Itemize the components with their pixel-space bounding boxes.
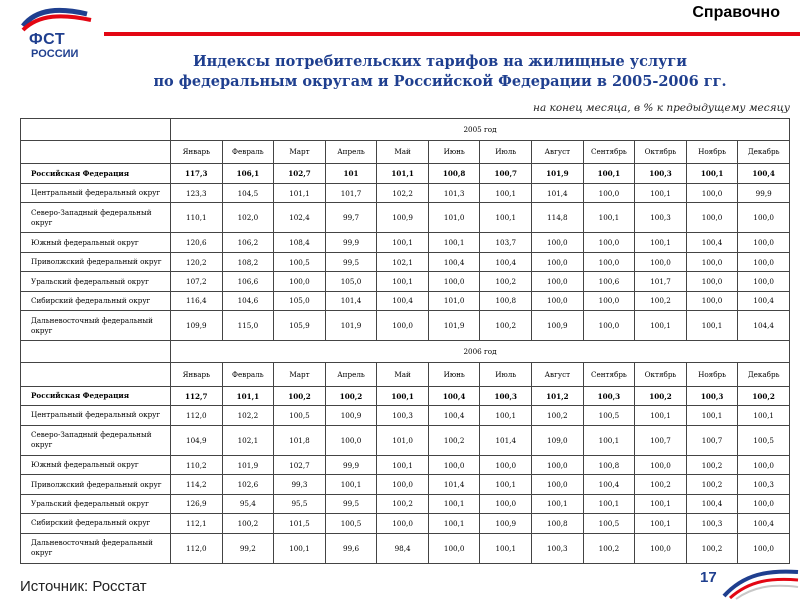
value-cell: 120,2 — [171, 252, 223, 271]
value-cell: 100,7 — [686, 425, 738, 455]
value-cell: 102,2 — [377, 183, 429, 202]
swoosh-icon — [720, 560, 800, 600]
value-cell: 101,4 — [532, 183, 584, 202]
value-cell: 100,0 — [738, 533, 790, 563]
value-cell: 101,1 — [222, 386, 274, 405]
value-cell: 100,5 — [583, 406, 635, 425]
month-header: Июнь — [428, 363, 480, 387]
page-number: 17 — [700, 569, 717, 586]
region-name: Сибирский федеральный округ — [21, 291, 171, 310]
month-header: Декабрь — [738, 363, 790, 387]
table-row — [21, 291, 790, 310]
value-cell: 99,7 — [325, 203, 377, 233]
month-header: Апрель — [325, 363, 377, 387]
value-cell: 100,0 — [480, 494, 532, 513]
value-cell: 100,1 — [635, 406, 687, 425]
region-name: Северо-Западный федеральный округ — [21, 425, 171, 455]
month-header: Июнь — [428, 140, 480, 164]
value-cell: 100,1 — [480, 183, 532, 202]
value-cell: 100,1 — [635, 183, 687, 202]
value-cell: 108,4 — [274, 233, 326, 252]
month-header: Сентябрь — [583, 140, 635, 164]
value-cell: 100,1 — [532, 494, 584, 513]
value-cell: 106,1 — [222, 164, 274, 183]
value-cell: 100,2 — [428, 425, 480, 455]
value-cell: 106,6 — [222, 272, 274, 291]
logo-name: ФСТ — [29, 31, 66, 48]
value-cell: 100,8 — [428, 164, 480, 183]
value-cell: 101 — [325, 164, 377, 183]
logo-subname: РОССИИ — [31, 48, 79, 60]
value-cell: 100,0 — [686, 203, 738, 233]
value-cell: 100,1 — [480, 475, 532, 494]
flag-stripes-icon — [17, 4, 99, 34]
value-cell: 100,1 — [428, 494, 480, 513]
value-cell: 123,3 — [171, 183, 223, 202]
month-header: Май — [377, 363, 429, 387]
value-cell: 99,9 — [325, 233, 377, 252]
value-cell: 100,0 — [738, 203, 790, 233]
value-cell: 100,8 — [532, 514, 584, 533]
value-cell: 115,0 — [222, 311, 274, 341]
value-cell: 95,5 — [274, 494, 326, 513]
value-cell: 100,4 — [738, 514, 790, 533]
value-cell: 103,7 — [480, 233, 532, 252]
value-cell: 100,1 — [325, 475, 377, 494]
table-row — [21, 272, 790, 291]
value-cell: 101,4 — [325, 291, 377, 310]
value-cell: 102,7 — [274, 164, 326, 183]
value-cell: 101,9 — [532, 164, 584, 183]
value-cell: 100,1 — [738, 406, 790, 425]
value-cell: 101,1 — [274, 183, 326, 202]
table-row — [21, 203, 790, 233]
value-cell: 100,4 — [428, 406, 480, 425]
blank-cell — [21, 119, 171, 141]
value-cell: 112,0 — [171, 406, 223, 425]
value-cell: 100,0 — [583, 252, 635, 271]
value-cell: 101,9 — [428, 311, 480, 341]
value-cell: 109,0 — [532, 425, 584, 455]
value-cell: 100,5 — [325, 514, 377, 533]
value-cell: 99,2 — [222, 533, 274, 563]
value-cell: 110,1 — [171, 203, 223, 233]
month-header: Декабрь — [738, 140, 790, 164]
value-cell: 100,0 — [583, 311, 635, 341]
year-header-row — [21, 119, 790, 141]
value-cell: 99,9 — [325, 455, 377, 474]
value-cell: 102,6 — [222, 475, 274, 494]
table-row — [21, 425, 790, 455]
value-cell: 100,4 — [583, 475, 635, 494]
value-cell: 100,1 — [583, 425, 635, 455]
value-cell: 100,0 — [532, 233, 584, 252]
blank-cell — [21, 363, 171, 387]
value-cell: 100,2 — [274, 386, 326, 405]
value-cell: 100,9 — [480, 514, 532, 533]
value-cell: 100,2 — [222, 514, 274, 533]
value-cell: 100,0 — [686, 183, 738, 202]
month-header: Март — [274, 140, 326, 164]
value-cell: 100,4 — [686, 494, 738, 513]
value-cell: 100,4 — [738, 164, 790, 183]
month-header: Февраль — [222, 140, 274, 164]
value-cell: 99,5 — [325, 494, 377, 513]
value-cell: 101,5 — [274, 514, 326, 533]
value-cell: 100,5 — [583, 514, 635, 533]
table-row — [21, 386, 790, 405]
section-label: Справочно — [692, 4, 780, 21]
value-cell: 100,2 — [635, 475, 687, 494]
fst-logo — [17, 4, 99, 70]
value-cell: 100,0 — [686, 291, 738, 310]
value-cell: 100,9 — [532, 311, 584, 341]
region-name: Дальневосточный федеральный округ — [21, 533, 171, 563]
month-header: Январь — [171, 140, 223, 164]
value-cell: 100,0 — [635, 252, 687, 271]
value-cell: 100,0 — [325, 425, 377, 455]
tariff-index-table — [20, 118, 790, 564]
value-cell: 101,9 — [325, 311, 377, 341]
value-cell: 100,3 — [686, 386, 738, 405]
value-cell: 100,2 — [377, 494, 429, 513]
value-cell: 105,0 — [325, 272, 377, 291]
region-name: Приволжский федеральный округ — [21, 252, 171, 271]
value-cell: 100,0 — [532, 291, 584, 310]
value-cell: 112,0 — [171, 533, 223, 563]
value-cell: 102,0 — [222, 203, 274, 233]
value-cell: 106,2 — [222, 233, 274, 252]
month-header: Март — [274, 363, 326, 387]
value-cell: 100,1 — [428, 514, 480, 533]
month-header: Ноябрь — [686, 140, 738, 164]
value-cell: 101,7 — [325, 183, 377, 202]
month-header-row — [21, 140, 790, 164]
value-cell: 100,2 — [532, 406, 584, 425]
value-cell: 105,9 — [274, 311, 326, 341]
value-cell: 100,8 — [583, 455, 635, 474]
region-name: Северо-Западный федеральный округ — [21, 203, 171, 233]
value-cell: 100,1 — [583, 494, 635, 513]
table-row — [21, 475, 790, 494]
value-cell: 100,1 — [480, 203, 532, 233]
value-cell: 101,0 — [428, 291, 480, 310]
value-cell: 101,7 — [635, 272, 687, 291]
month-header-row — [21, 363, 790, 387]
value-cell: 114,8 — [532, 203, 584, 233]
value-cell: 126,9 — [171, 494, 223, 513]
value-cell: 100,2 — [686, 533, 738, 563]
value-cell: 100,8 — [480, 291, 532, 310]
region-name: Уральский федеральный округ — [21, 494, 171, 513]
value-cell: 100,0 — [377, 514, 429, 533]
value-cell: 100,1 — [377, 233, 429, 252]
value-cell: 102,1 — [222, 425, 274, 455]
region-name: Приволжский федеральный округ — [21, 475, 171, 494]
value-cell: 100,0 — [686, 272, 738, 291]
region-name: Южный федеральный округ — [21, 455, 171, 474]
value-cell: 100,0 — [532, 272, 584, 291]
value-cell: 100,9 — [325, 406, 377, 425]
value-cell: 101,0 — [428, 203, 480, 233]
value-cell: 100,0 — [428, 533, 480, 563]
value-cell: 100,2 — [635, 386, 687, 405]
value-cell: 100,2 — [480, 272, 532, 291]
table-row — [21, 494, 790, 513]
value-cell: 116,4 — [171, 291, 223, 310]
region-name: Дальневосточный федеральный округ — [21, 311, 171, 341]
value-cell: 100,1 — [583, 164, 635, 183]
table-row — [21, 183, 790, 202]
month-header: Сентябрь — [583, 363, 635, 387]
region-name: Южный федеральный округ — [21, 233, 171, 252]
value-cell: 114,2 — [171, 475, 223, 494]
month-header: Январь — [171, 363, 223, 387]
value-cell: 100,2 — [686, 475, 738, 494]
value-cell: 100,2 — [583, 533, 635, 563]
value-cell: 112,7 — [171, 386, 223, 405]
value-cell: 100,0 — [274, 272, 326, 291]
value-cell: 101,3 — [428, 183, 480, 202]
table-row — [21, 164, 790, 183]
table-row — [21, 533, 790, 563]
value-cell: 100,1 — [686, 164, 738, 183]
value-cell: 100,0 — [480, 455, 532, 474]
value-cell: 100,5 — [738, 425, 790, 455]
value-cell: 100,0 — [635, 455, 687, 474]
region-name: Центральный федеральный округ — [21, 406, 171, 425]
value-cell: 100,1 — [377, 386, 429, 405]
value-cell: 100,3 — [480, 386, 532, 405]
value-cell: 100,1 — [583, 203, 635, 233]
table-row — [21, 514, 790, 533]
header-divider — [104, 32, 800, 36]
value-cell: 100,3 — [738, 475, 790, 494]
month-header: Август — [532, 140, 584, 164]
value-cell: 100,1 — [635, 233, 687, 252]
value-cell: 100,4 — [480, 252, 532, 271]
table-row — [21, 252, 790, 271]
value-cell: 104,4 — [738, 311, 790, 341]
value-cell: 98,4 — [377, 533, 429, 563]
value-cell: 101,4 — [428, 475, 480, 494]
table-row — [21, 311, 790, 341]
source-note: Источник: Росстат — [20, 578, 147, 595]
value-cell: 100,1 — [428, 233, 480, 252]
value-cell: 100,2 — [738, 386, 790, 405]
value-cell: 112,1 — [171, 514, 223, 533]
value-cell: 100,3 — [377, 406, 429, 425]
value-cell: 100,3 — [583, 386, 635, 405]
value-cell: 100,1 — [635, 494, 687, 513]
value-cell: 100,1 — [635, 311, 687, 341]
month-header: Ноябрь — [686, 363, 738, 387]
value-cell: 100,1 — [480, 406, 532, 425]
value-cell: 99,9 — [738, 183, 790, 202]
blank-cell — [21, 140, 171, 164]
value-cell: 100,2 — [635, 291, 687, 310]
value-cell: 117,3 — [171, 164, 223, 183]
value-cell: 100,6 — [583, 272, 635, 291]
value-cell: 100,2 — [325, 386, 377, 405]
page-title — [120, 52, 760, 92]
value-cell: 100,2 — [480, 311, 532, 341]
value-cell: 100,0 — [635, 533, 687, 563]
month-header: Июль — [480, 140, 532, 164]
value-cell: 120,6 — [171, 233, 223, 252]
value-cell: 100,0 — [583, 183, 635, 202]
year-header: 2006 год — [171, 341, 790, 363]
value-cell: 101,0 — [377, 425, 429, 455]
title-line-2: по федеральным округам и Российской Федерации в 2005-2006 гг. — [153, 73, 727, 90]
value-cell: 100,0 — [738, 455, 790, 474]
blank-cell — [21, 341, 171, 363]
value-cell: 100,0 — [583, 233, 635, 252]
value-cell: 109,9 — [171, 311, 223, 341]
value-cell: 107,2 — [171, 272, 223, 291]
value-cell: 100,4 — [377, 291, 429, 310]
value-cell: 101,2 — [532, 386, 584, 405]
region-name: Российская Федерация — [21, 386, 171, 405]
month-header: Август — [532, 363, 584, 387]
value-cell: 99,6 — [325, 533, 377, 563]
value-cell: 105,0 — [274, 291, 326, 310]
value-cell: 102,2 — [222, 406, 274, 425]
year-header-row — [21, 341, 790, 363]
table-row — [21, 455, 790, 474]
value-cell: 100,4 — [428, 386, 480, 405]
value-cell: 104,6 — [222, 291, 274, 310]
year-header: 2005 год — [171, 119, 790, 141]
value-cell: 110,2 — [171, 455, 223, 474]
title-line-1: Индексы потребительских тарифов на жилищные услуги — [192, 53, 688, 70]
month-header: Апрель — [325, 140, 377, 164]
value-cell: 100,0 — [532, 252, 584, 271]
value-cell: 100,1 — [377, 272, 429, 291]
value-cell: 100,5 — [274, 406, 326, 425]
value-cell: 100,1 — [686, 311, 738, 341]
value-cell: 102,7 — [274, 455, 326, 474]
value-cell: 100,0 — [377, 311, 429, 341]
value-cell: 100,0 — [738, 272, 790, 291]
value-cell: 101,9 — [222, 455, 274, 474]
value-cell: 100,0 — [738, 233, 790, 252]
value-cell: 100,1 — [274, 533, 326, 563]
value-cell: 100,0 — [532, 455, 584, 474]
value-cell: 100,0 — [532, 475, 584, 494]
value-cell: 100,0 — [738, 252, 790, 271]
value-cell: 100,3 — [635, 203, 687, 233]
value-cell: 100,0 — [428, 455, 480, 474]
value-cell: 100,3 — [635, 164, 687, 183]
value-cell: 100,1 — [377, 455, 429, 474]
value-cell: 100,1 — [686, 406, 738, 425]
value-cell: 101,4 — [480, 425, 532, 455]
value-cell: 100,0 — [583, 291, 635, 310]
month-header: Октябрь — [635, 363, 687, 387]
value-cell: 100,3 — [532, 533, 584, 563]
region-name: Российская Федерация — [21, 164, 171, 183]
value-cell: 99,3 — [274, 475, 326, 494]
table-row — [21, 406, 790, 425]
value-cell: 99,5 — [325, 252, 377, 271]
region-name: Сибирский федеральный округ — [21, 514, 171, 533]
value-cell: 100,7 — [635, 425, 687, 455]
value-cell: 100,9 — [377, 203, 429, 233]
month-header: Октябрь — [635, 140, 687, 164]
table-units-note: на конец месяца, в % к предыдущему месяцу — [533, 102, 790, 114]
value-cell: 101,1 — [377, 164, 429, 183]
value-cell: 104,5 — [222, 183, 274, 202]
value-cell: 100,7 — [480, 164, 532, 183]
value-cell: 95,4 — [222, 494, 274, 513]
value-cell: 102,1 — [377, 252, 429, 271]
value-cell: 104,9 — [171, 425, 223, 455]
region-name: Центральный федеральный округ — [21, 183, 171, 202]
value-cell: 100,4 — [738, 291, 790, 310]
value-cell: 100,1 — [480, 533, 532, 563]
value-cell: 100,5 — [274, 252, 326, 271]
value-cell: 100,2 — [686, 455, 738, 474]
table-row — [21, 233, 790, 252]
value-cell: 100,4 — [686, 233, 738, 252]
value-cell: 100,1 — [635, 514, 687, 533]
region-name: Уральский федеральный округ — [21, 272, 171, 291]
value-cell: 100,0 — [738, 494, 790, 513]
value-cell: 100,0 — [428, 272, 480, 291]
month-header: Июль — [480, 363, 532, 387]
value-cell: 102,4 — [274, 203, 326, 233]
value-cell: 100,0 — [686, 252, 738, 271]
month-header: Февраль — [222, 363, 274, 387]
value-cell: 101,8 — [274, 425, 326, 455]
value-cell: 100,3 — [686, 514, 738, 533]
month-header: Май — [377, 140, 429, 164]
value-cell: 100,4 — [428, 252, 480, 271]
value-cell: 100,0 — [377, 475, 429, 494]
value-cell: 108,2 — [222, 252, 274, 271]
